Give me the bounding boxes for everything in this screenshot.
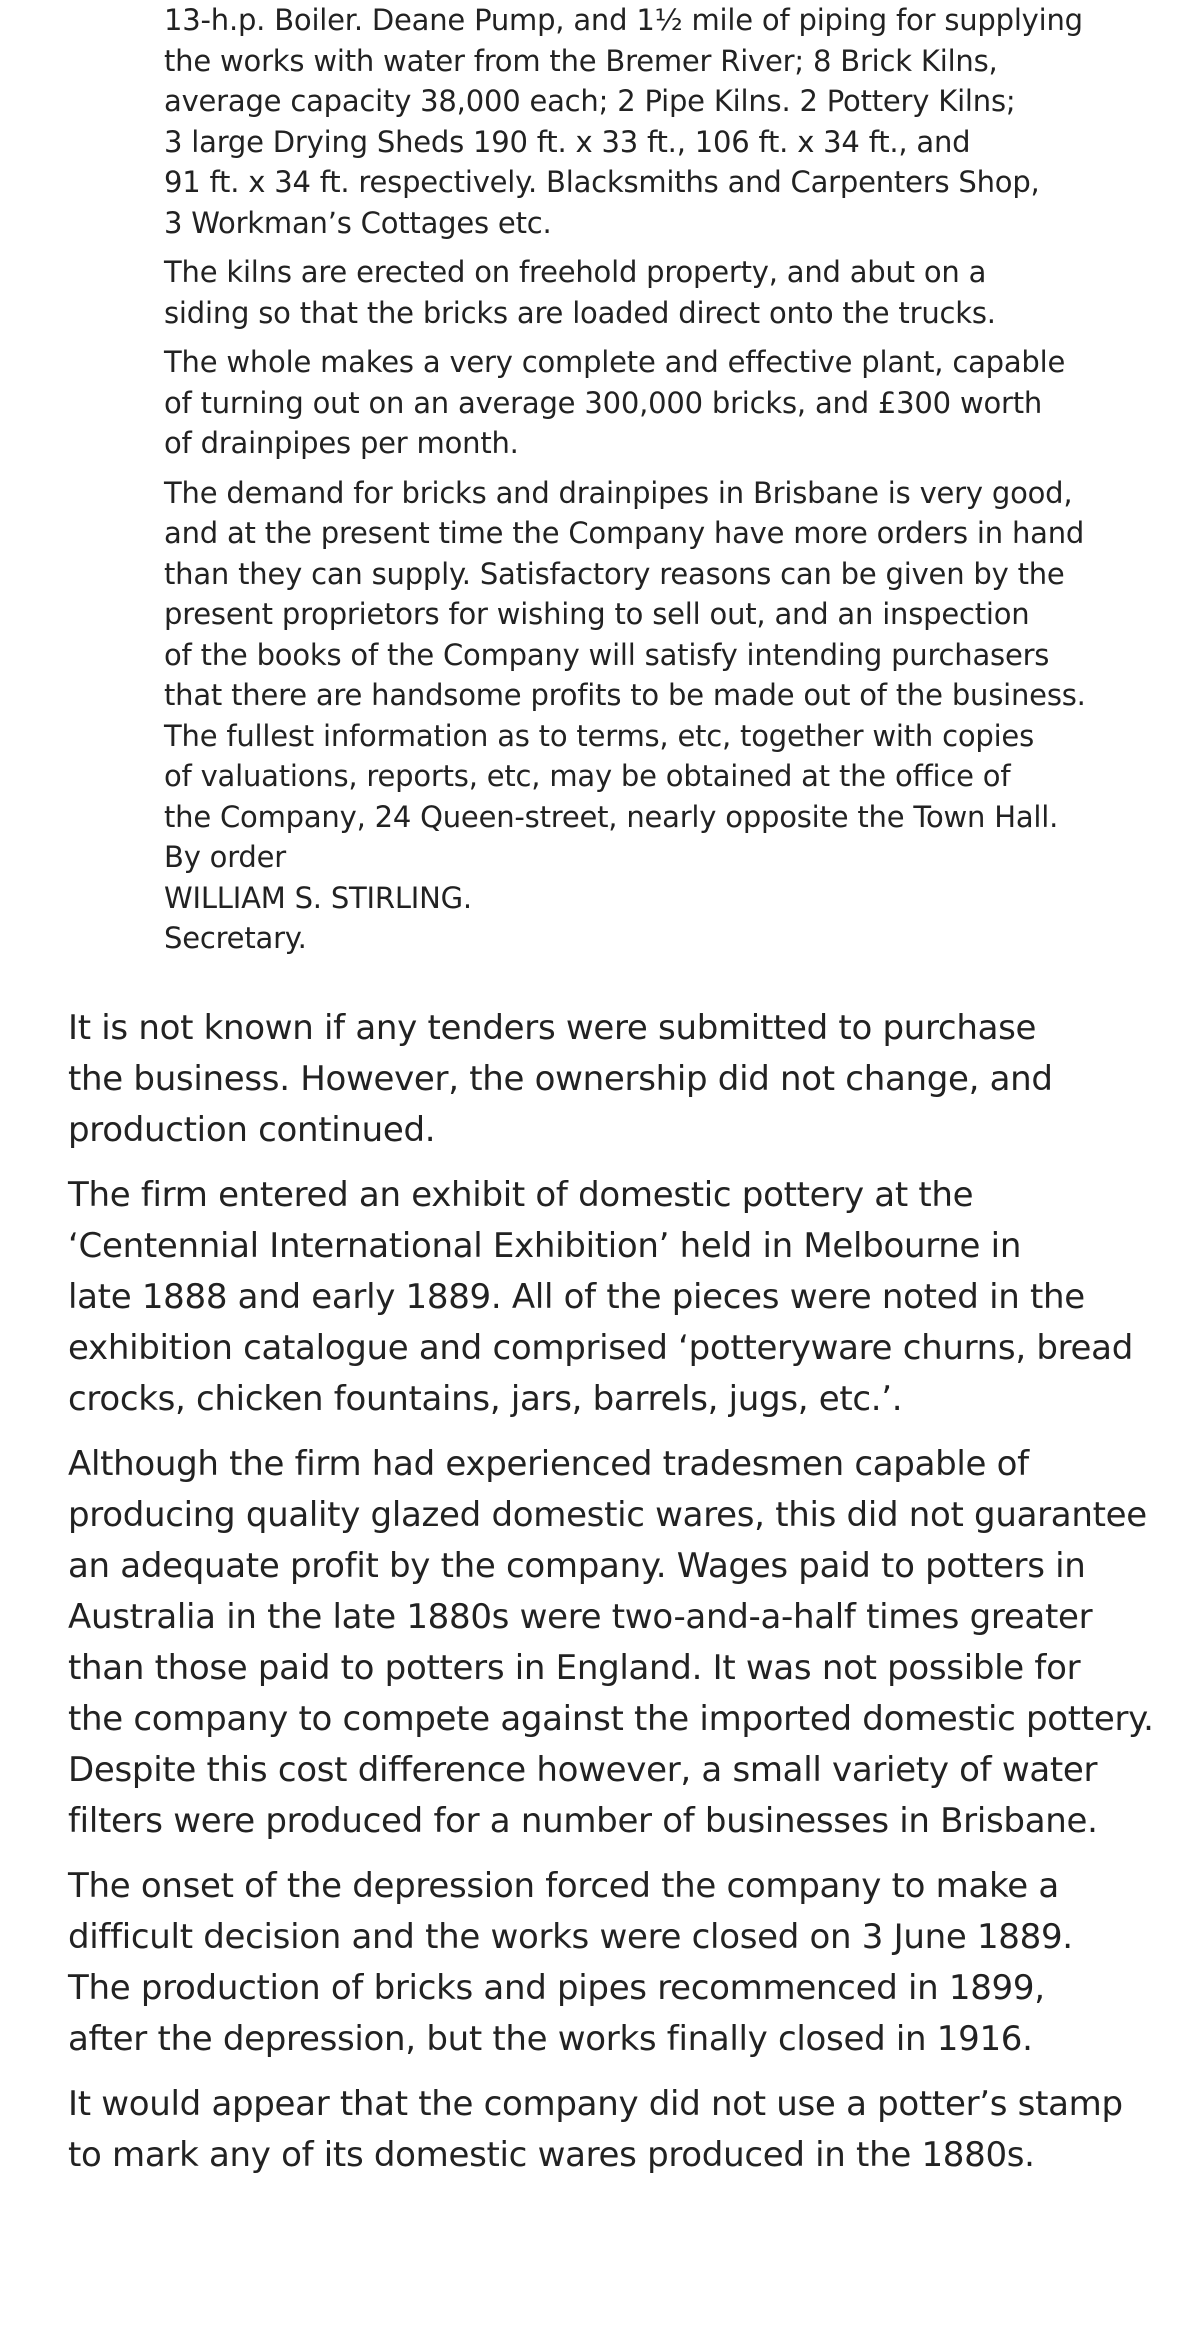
text-line: The kilns are erected on freehold property, and abut on a — [164, 255, 987, 289]
text-line: 13-h.p. Boiler. Deane Pump, and 1½ mile of piping for supplying — [164, 3, 1083, 37]
text-line: the company to compete against the imported domestic pottery. — [68, 1699, 1154, 1739]
text-line: after the depression, but the works finally closed in 1916. — [68, 2019, 1033, 2059]
text-line: crocks, chicken fountains, jars, barrels, jugs, etc.’. — [68, 1379, 903, 1419]
text-line: than those paid to potters in England. It was not possible for — [68, 1648, 1081, 1688]
text-line: average capacity 38,000 each; 2 Pipe Kilns. 2 Pottery Kilns; — [164, 84, 1016, 118]
quote-paragraph-2 — [164, 252, 1124, 333]
signature-block — [164, 837, 1124, 959]
text-line: Australia in the late 1880s were two-and-a-half times greater — [68, 1597, 1093, 1637]
text-line: filters were produced for a number of businesses in Brisbane. — [68, 1801, 1098, 1841]
text-line: that there are handsome profits to be made out of the business. — [164, 678, 1086, 712]
text-line: It is not known if any tenders were submitted to purchase — [68, 1008, 1037, 1048]
by-order-text: By order — [164, 840, 287, 874]
quote-paragraph-1 — [164, 0, 1124, 243]
quoted-advertisement — [164, 0, 1124, 968]
text-line: and at the present time the Company have more orders in hand — [164, 516, 1085, 550]
body-paragraph-1 — [68, 1003, 1168, 1156]
text-line: 3 Workman’s Cottages etc. — [164, 205, 552, 240]
text-line: The whole makes a very complete and effective plant, capable — [164, 345, 1066, 379]
text-line: Despite this cost difference however, a small variety of water — [68, 1750, 1098, 1790]
text-line: of the books of the Company will satisfy intending purchasers — [164, 637, 1050, 672]
text-line: The production of bricks and pipes recommenced in 1899, — [68, 1968, 1045, 2008]
text-line: It would appear that the company did not use a potter’s stamp — [68, 2084, 1123, 2124]
body-text — [68, 1003, 1168, 2195]
quote-paragraph-3 — [164, 342, 1124, 464]
text-line: of turning out on an average 300,000 bricks, and £300 worth — [164, 385, 1043, 420]
text-line: present proprietors for wishing to sell out, and an inspection — [164, 597, 1030, 631]
text-line: The onset of the depression forced the company to make a — [68, 1866, 1059, 1906]
text-line: of drainpipes per month. — [164, 426, 519, 460]
text-line: Although the firm had experienced tradesmen capable of — [68, 1444, 1029, 1484]
text-line: to mark any of its domestic wares produced in the 1880s. — [68, 2135, 1035, 2175]
body-paragraph-2 — [68, 1170, 1168, 1425]
text-line: difficult decision and the works were closed on 3 June 1889. — [68, 1917, 1073, 1957]
text-line: than they can supply. Satisfactory reasons can be given by the — [164, 556, 1065, 591]
body-paragraph-4 — [68, 1861, 1168, 2065]
quote-paragraph-4 — [164, 473, 1124, 959]
signatory-title: Secretary. — [164, 921, 307, 955]
text-line: siding so that the bricks are loaded direct onto the trucks. — [164, 295, 996, 330]
signatory-name: WILLIAM S. STIRLING. — [164, 880, 472, 915]
text-line: The firm entered an exhibit of domestic pottery at the — [68, 1175, 974, 1215]
text-line: the Company, 24 Queen-street, nearly opposite the Town Hall. — [164, 799, 1059, 834]
text-line: ‘Centennial International Exhibition’ held in Melbourne in — [68, 1226, 1022, 1266]
text-line: 3 large Drying Sheds 190 ft. x 33 ft., 106 ft. x 34 ft., and — [164, 124, 971, 159]
text-line: the business. However, the ownership did not change, and — [68, 1059, 1053, 1099]
text-line: late 1888 and early 1889. All of the pieces were noted in the — [68, 1277, 1085, 1317]
text-line: 91 ft. x 34 ft. respectively. Blacksmiths and Carpenters Shop, — [164, 165, 1040, 199]
body-paragraph-3 — [68, 1439, 1168, 1847]
text-line: producing quality glazed domestic wares, this did not guarantee — [68, 1495, 1147, 1535]
text-line: of valuations, reports, etc, may be obtained at the office of — [164, 759, 1011, 793]
text-line: production continued. — [68, 1110, 436, 1150]
text-line: The fullest information as to terms, etc, together with copies — [164, 718, 1034, 753]
text-line: an adequate profit by the company. Wages paid to potters in — [68, 1546, 1086, 1586]
text-line: exhibition catalogue and comprised ‘potteryware churns, bread — [68, 1328, 1133, 1368]
text-line: the works with water from the Bremer River; 8 Brick Kilns, — [164, 43, 998, 78]
body-paragraph-5 — [68, 2079, 1168, 2181]
text-line: The demand for bricks and drainpipes in Brisbane is very good, — [164, 475, 1073, 510]
